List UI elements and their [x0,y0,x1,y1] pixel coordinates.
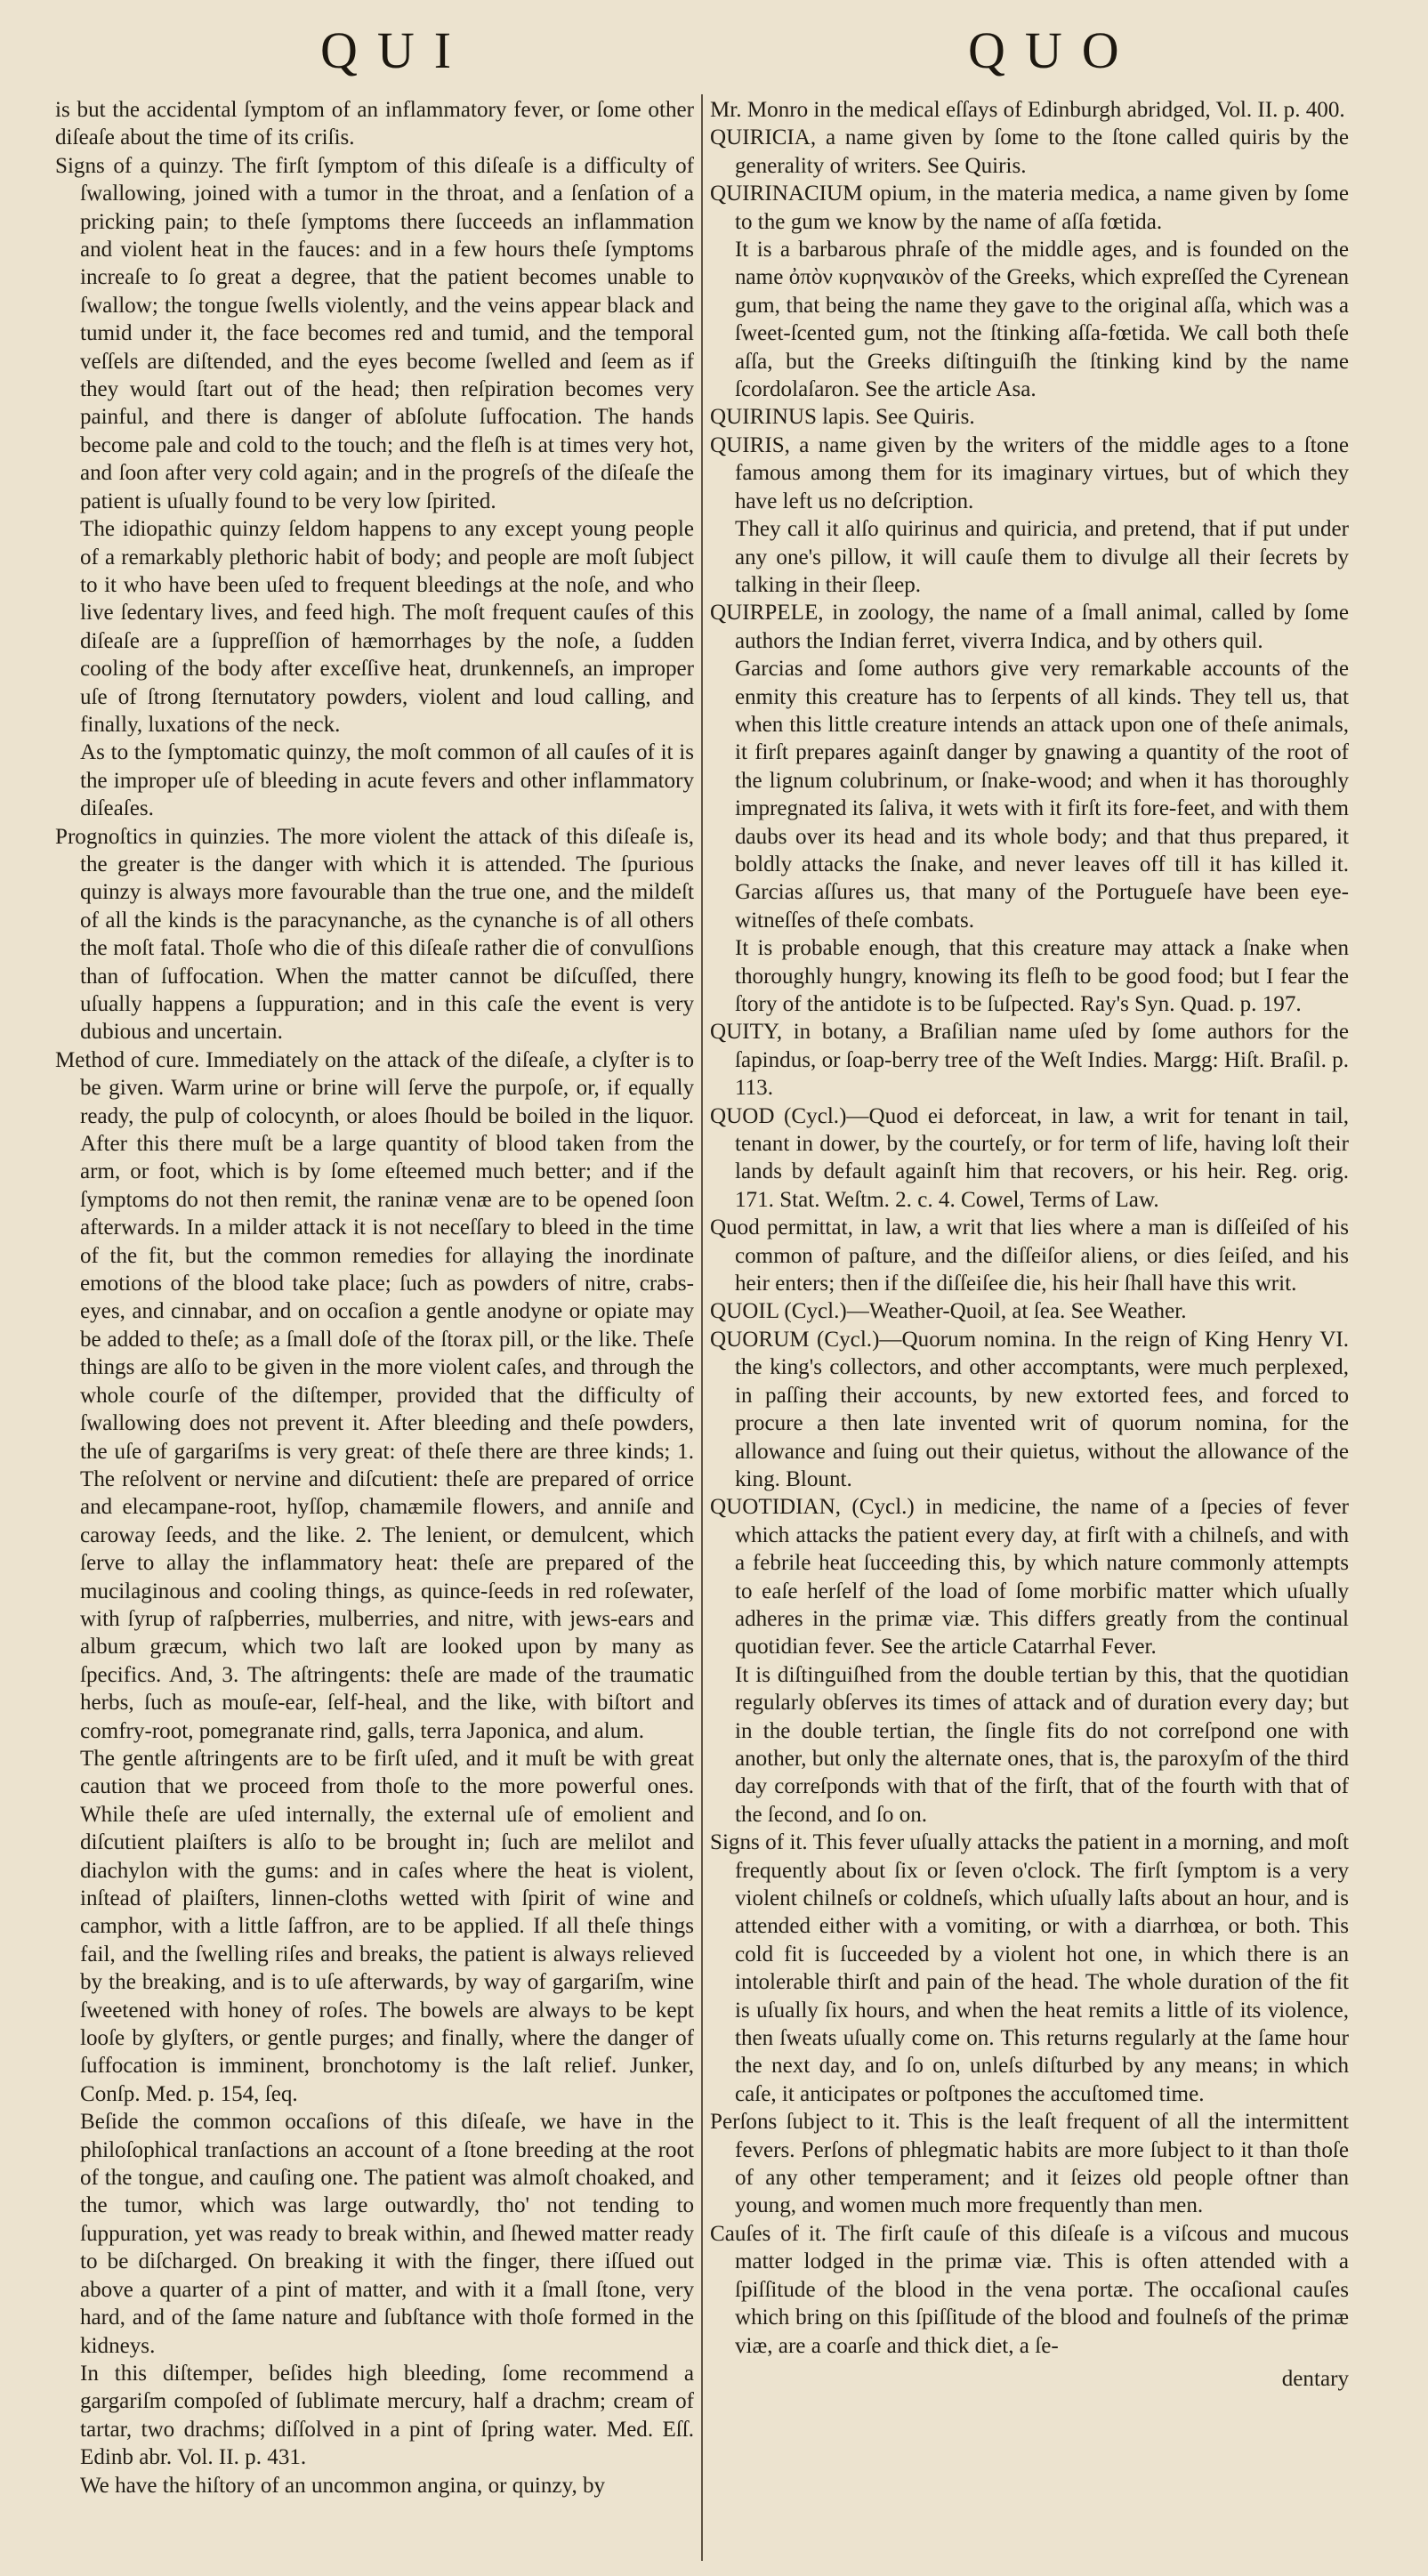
entry-paragraph: In this diſtemper, beſides high bleeding, ſome recommend a gargariſm compoſed of ſublimate mercury, half a drachm; cream of tartar, two drachms; diſſolved in a pint of ſpring water. Med. Eſſ. Edinb abr. Vol. II. p. 431. [80,2361,694,2470]
column-divider [701,94,703,2561]
entry-paragraph: Beſide the common occaſions of this diſeaſe, we have in the philoſophical tranſactions an account of a ſtone breeding at the root of the tongue, and cauſing one. The patient was almoſt choaked, and the tumor, which was large outwardly, tho' not tending to ſuppuration, yet was ready to break within, and ſhewed matter ready to be diſcharged. On breaking it with the finger, there iſſued out above a quarter of a pint of matter, and with it a ſmall ſtone, very hard, and of the ſame nature and ſubſtance with thoſe formed in the kidneys. [80,2110,694,2358]
entry-paragraph: QUIRINUS lapis. See Quiris. [710,405,975,430]
entry-paragraph: Quod permittat, in law, a writ that lies where a man is diſſeiſed of his common of paſture, and the diſſeiſor aliens, or dies ſeiſed, and his heir enters; then if the diſſeiſee die, his heir ſhall have this writ. [710,1215,1349,1296]
entry-paragraph: Cauſes of it. The firſt cauſe of this diſeaſe is a viſcous and mucous matter lodged in the primæ viæ. This is often attended with a ſpiſſitude of the blood in the vena portæ. The occaſional cauſes which bring on this ſpiſſitude of the blood and foulneſs of the primæ viæ, are a coarſe and thick diet, a ſe- [710,2221,1349,2358]
running-head-right: QUO [968,21,1139,79]
entry-paragraph: Mr. Monro in the medical eſſays of Edinburgh abridged, Vol. II. p. 400. [710,98,1345,122]
entry-paragraph: It is diſtinguiſhed from the double tertian by this, that the quotidian regularly obſerves its times of attack and of duration every day; but in the double tertian, the ſingle fits do not correſpond one with another, but only the alternate ones, that is, the paroxyſm of the third day correſponds with that of the firſt, that of the fourth with that of the ſecond, and ſo on. [735,1662,1349,1827]
entry-paragraph: It is a barbarous phraſe of the middle ages, and is founded on the name ὀπὸν κυρηναικὸν of the Greeks, which expreſſed the Cyrenean gum, that being the name they gave to the original aſſa, which was a ſweet-ſcented gum, not the ſtinking aſſa-fœtida. We call both theſe aſſa, but the Greeks diſtinguiſh the ſtinking kind by the name ſcordolaſaron. See the article Asa. [735,238,1349,402]
entry-paragraph: As to the ſymptomatic quinzy, the moſt common of all cauſes of it is the improper uſe of bleeding in acute fevers and other inflammatory diſeaſes. [80,740,694,821]
entry-paragraph: Prognoſtics in quinzies. The more violent the attack of this diſeaſe is, the greater is the danger with which it is attended. The ſpurious quinzy is always more favourable than the true one, and the mildeſt of all the kinds is the paracynanche, as the cynanche is of all others the moſt fatal. Thoſe who die of this diſeaſe rather die of convulſions than of ſuffocation. When the matter cannot be diſcuſſed, there uſually happens a ſuppuration; and in this caſe the event is very dubious and uncertain. [55,824,694,1045]
entry-paragraph: QUIRIS, a name given by the writers of the middle ages to a ſtone famous among them for its imaginary virtues, but of which they have left us no deſcription. [710,432,1349,513]
entry-paragraph: The gentle aſtringents are to be firſt uſed, and it muſt be with great caution that we proceed from thoſe to the more powerful ones. While theſe are uſed internally, the external uſe of emolient and diſcutient plaiſters is alſo to be brought in; ſuch are melilot and diachylon with the gums: and in caſes where the heat is violent, inſtead of plaiſters, linnen-cloths wetted with ſpirit of wine and camphor, with a little ſaffron, are to be applied. If all theſe things fail, and the ſwelling riſes and breaks, the patient is always relieved by the breaking, and is to uſe afterwards, by way of gargariſm, wine ſweetened with honey of roſes. The bowels are always to be kept looſe by glyſters, or gentle purges; and finally, where the danger of ſuffocation is imminent, bronchotomy is the laſt relief. Junker, Conſp. Med. p. 154, ſeq. [80,1746,694,2106]
entry-paragraph: Perſons ſubject to it. This is the leaſt frequent of all the intermittent fevers. Perſons of phlegmatic habits are more ſubject to it than thoſe of any other temperament; and it ſeizes old people oftner than young, and women much more frequently than men. [710,2110,1349,2218]
entry-paragraph: QUIRPELE, in zoology, the name of a ſmall animal, called by ſome authors the Indian ferret, viverra Indica, and by others quil. [710,601,1349,653]
entry-paragraph: QUITY, in botany, a Braſilian name uſed by ſome authors for the ſapindus, or ſoap-berry tree of the Weſt Indies. Margg: Hiſt. Braſil. p. 113. [710,1020,1349,1101]
entry-paragraph: QUOTIDIAN, (Cycl.) in medicine, the name of a ſpecies of fever which attacks the patient every day, at firſt with a chilneſs, and with a febrile heat ſucceeding this, by which nature commonly attempts to eaſe herſelf of the load of ſome morbific matter which uſually adheres in the primæ viæ. This differs greatly from the continual quotidian fever. See the article Catarrhal Fever. [710,1495,1349,1659]
entry-paragraph: They call it alſo quirinus and quiricia, and pretend, that if put under any one's pillow, it will cauſe them to divulge all their ſecrets by talking in their ſleep. [735,517,1349,597]
entry-paragraph: Garcias and ſome authors give very remarkable accounts of the enmity this creature has to ſerpents of all kinds. They tell us, that when this little creature intends an attack upon one of theſe animals, it firſt prepares againſt danger by gnawing a quantity of the root of the lignum colubrinum, or ſnake-wood; and when it has thoroughly impregnated its ſaliva, it wets with it firſt its fore-feet, and with them daubs over its head and its whole body; and that thus prepared, it boldly attacks the ſnake, and never leaves off till it has killed it. Garcias aſſures us, that many of the Portugueſe have been eye-witneſſes of theſe combats. [735,657,1349,933]
entry-paragraph: Method of cure. Immediately on the attack of the diſeaſe, a clyſter is to be given. Warm urine or brine will ſerve the purpoſe, or, if equally ready, the pulp of colocynth, or aloes ſhould be boiled in the liquor. After this there muſt be a large quantity of blood taken from the arm, or foot, which is by ſome eſteemed much better; and if the ſymptoms do not then remit, the raninæ venæ are to be opened ſoon afterwards. In a milder attack it is not neceſſary to bleed in the time of the fit, but the common remedies for allaying the inordinate emotions of the blood take place; ſuch as powders of nitre, crabs-eyes, and cinnabar, and on occaſion a gentle anodyne or opiate may be added to theſe; as a ſmall doſe of the ſtorax pill, or the like. Theſe things are alſo to be given in the more violent caſes, and through the whole courſe of the diſtemper, provided that the difficulty of ſwallowing does not prevent it. After bleeding and theſe powders, the uſe of gargariſms is very great: of theſe there are three kinds; 1. The reſolvent or nervine and diſcutient: theſe are prepared of orrice and elecampane-root, hyſſop, chamæmile flowers, and anniſe and caroway ſeeds, and the like. 2. The lenient, or demulcent, which ſerve to allay the inflammatory heat: theſe are prepared of the mucilaginous and cooling things, as quince-ſeeds in red roſewater, with ſyrup of raſpberries, mulberries, and nitre, with jews-ears and album græcum, which two laſt are looked upon by many as ſpecifics. And, 3. The aſtringents: theſe are made of the traumatic herbs, ſuch as mouſe-ear, ſelf-heal, and the like, with biſtort and comfry-root, pomegranate rind, galls, terra Japonica, and alum. [55,1047,694,1743]
entry-paragraph: is but the accidental ſymptom of an inflammatory fever, or ſome other diſeaſe about the time of its criſis. [55,98,694,150]
catchword: dentary [1281,2366,1349,2391]
entry-paragraph: QUIRINACIUM opium, in the materia medica, a name given by ſome to the gum we know by the name of aſſa fœtida. [710,182,1349,234]
entry-paragraph: We have the hiſtory of an uncommon angina, or quinzy, by [80,2473,606,2498]
running-head-left: QUI [320,21,472,79]
entry-paragraph: QUOD (Cycl.)—Quod ei deforceat, in law, a writ for tenant in tail, tenant in dower, by the courteſy, or for term of life, having loſt their lands by default againſt him that recovers, or his heir. Reg. orig. 171. Stat. Weſtm. 2. c. 4. Cowel, Terms of Law. [710,1103,1349,1212]
entry-paragraph: QUOIL (Cycl.)—Weather-Quoil, at ſea. See Weather. [710,1299,1187,1324]
entry-paragraph: It is probable enough, that this creature may attack a ſnake when thoroughly hungry, knowing its fleſh to be good food; but I fear the ſtory of the antidote is to be ſuſpected. Ray's Syn. Quad. p. 197. [735,936,1349,1016]
entry-paragraph: QUORUM (Cycl.)—Quorum nomina. In the reign of King Henry VI. the king's collectors, and other accomptants, were much perplexed, in paſſing their accounts, by new extorted fees, and forced to procure a then late invented writ of quorum nomina, for the allowance and ſuing out their quietus, without the allowance of the king. Blount. [710,1327,1349,1491]
entry-paragraph: Signs of a quinzy. The firſt ſymptom of this diſeaſe is a difficulty of ſwallowing, joined with a tumor in the throat, and a ſenſation of a pricking pain; to theſe ſymptoms there ſucceeds an inflammation and violent heat in the fauces: and in a few hours theſe ſymptoms increaſe to ſo great a degree, that the patient becomes unable to ſwallow; the tongue ſwells violently, and the veins appear black and tumid under it, the face becomes red and tumid, and the temporal veſſels are diſtended, and the eyes become ſwelled and ſeem as if they would ſtart out of the head; then reſpiration becomes very painful, and there is danger of abſolute ſuffocation. The hands become pale and cold to the touch; and the fleſh is at times very hot, and ſoon after very cold again; and in the progreſs of the diſeaſe the patient is uſually found to be very low ſpirited. [55,153,694,513]
right-column [710,96,1349,2561]
left-column [55,96,694,2561]
entry-paragraph: The idiopathic quinzy ſeldom happens to any except young people of a remarkably plethoric habit of body; and people are moſt ſubject to it who have been uſed to frequent bleedings at the noſe, and who live ſedentary lives, and feed high. The moſt frequent cauſes of this diſeaſe are a ſuppreſſion of hæmorrhages by the noſe, a ſudden cooling of the body after exceſſive heat, drunkenneſs, an improper uſe of ſtrong ſternutatory powders, violent and loud calling, and finally, luxations of the neck. [80,517,694,737]
entry-paragraph: Signs of it. This fever uſually attacks the patient in a morning, and moſt frequently about ſix or ſeven o'clock. The firſt ſymptom is a very violent chilneſs or coldneſs, which uſually laſts about an hour, and is attended either with a vomiting, or with a diarrhœa, or both. This cold fit is ſucceeded by a violent hot one, in which there is an intolerable thirſt and pain of the head. The whole duration of the fit is uſually ſix hours, and when the heat remits a little of its violence, then ſweats uſually come on. This returns regularly at the ſame hour the next day, and ſo on, unleſs diſturbed by any means; in which caſe, it anticipates or poſtpones the accuſtomed time. [710,1830,1349,2106]
entry-paragraph: QUIRICIA, a name given by ſome to the ſtone called quiris by the generality of writers. See Quiris. [710,125,1349,178]
